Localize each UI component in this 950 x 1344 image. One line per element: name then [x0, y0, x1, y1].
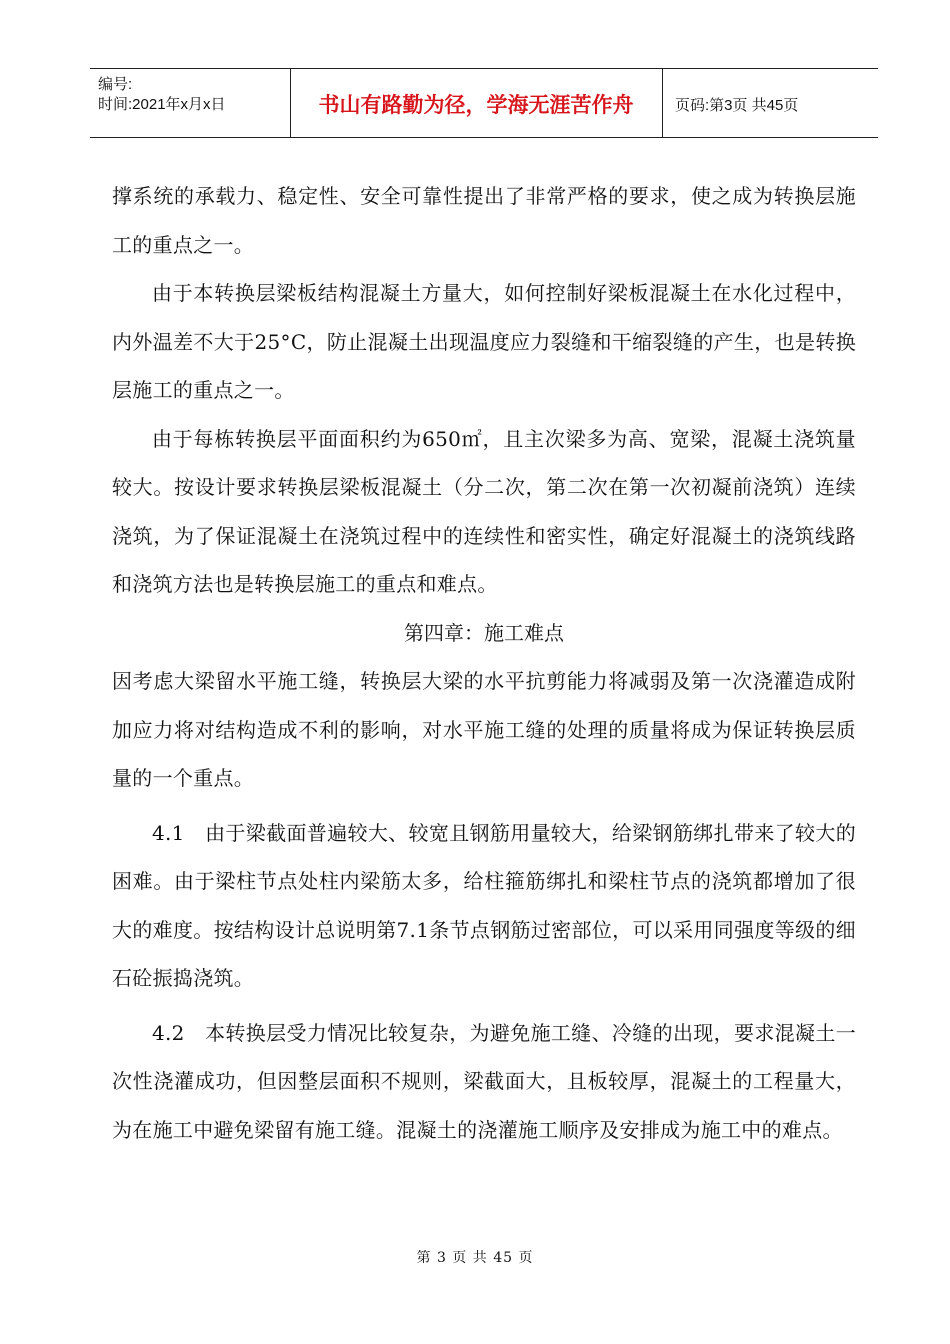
paragraph: 4.2 本转换层受力情况比较复杂，为避免施工缝、冷缝的出现，要求混凝土一次性浇灌成功，但因整层面积不规则，梁截面大，且板较厚，混凝土的工程量大，为在施工中避免梁留有施工缝。混凝土的浇灌施工顺序及安排成为施工中的难点。: [112, 1020, 856, 1142]
page-footer: 第 3 页 共 45 页: [416, 1250, 534, 1266]
header-meta-cell: [90, 69, 291, 137]
motto-text: 书山有路勤为径，学海无涯苦作舟: [318, 93, 634, 117]
time-label: 时间:2021年x月x日: [98, 96, 226, 113]
number-label: 编号:: [98, 76, 133, 93]
chapter-title: 第四章：施工难点: [404, 620, 564, 645]
page-code: 页码:第3页 共45页: [675, 97, 799, 114]
paragraph: 撑系统的承载力、稳定性、安全可靠性提出了非常严格的要求，使之成为转换层施工的重点之一。: [112, 184, 856, 257]
paragraph: 4.1 由于梁截面普遍较大、较宽且钢筋用量较大，给梁钢筋绑扎带来了较大的困难。由于梁柱节点处柱内梁筋太多，给柱箍筋绑扎和梁柱节点的浇筑都增加了很大的难度。按结构设计总说明第7.1条节点钢筋过密部位，可以采用同强度等级的细石砼振捣浇筑。: [112, 820, 856, 990]
document-body: [112, 172, 856, 1154]
header-page-cell: [663, 69, 878, 137]
header-motto-cell: [290, 69, 663, 137]
paragraph: 由于本转换层梁板结构混凝土方量大，如何控制好梁板混凝土在水化过程中，内外温差不大于25°C，防止混凝土出现温度应力裂缝和干缩裂缝的产生，也是转换层施工的重点之一。: [112, 281, 856, 402]
paragraph: 由于每栋转换层平面面积约为650㎡，且主次梁多为高、宽梁，混凝土浇筑量较大。按设计要求转换层梁板混凝土（分二次，第二次在第一次初凝前浇筑）连续浇筑，为了保证混凝土在浇筑过程中的连续性和密实性，确定好混凝土的浇筑线路和浇筑方法也是转换层施工的重点和难点。: [112, 426, 856, 596]
paragraph: 因考虑大梁留水平施工缝，转换层大梁的水平抗剪能力将减弱及第一次浇灌造成附加应力将对结构造成不利的影响，对水平施工缝的处理的质量将成为保证转换层质量的一个重点。: [112, 669, 856, 790]
document-header: [90, 68, 878, 138]
